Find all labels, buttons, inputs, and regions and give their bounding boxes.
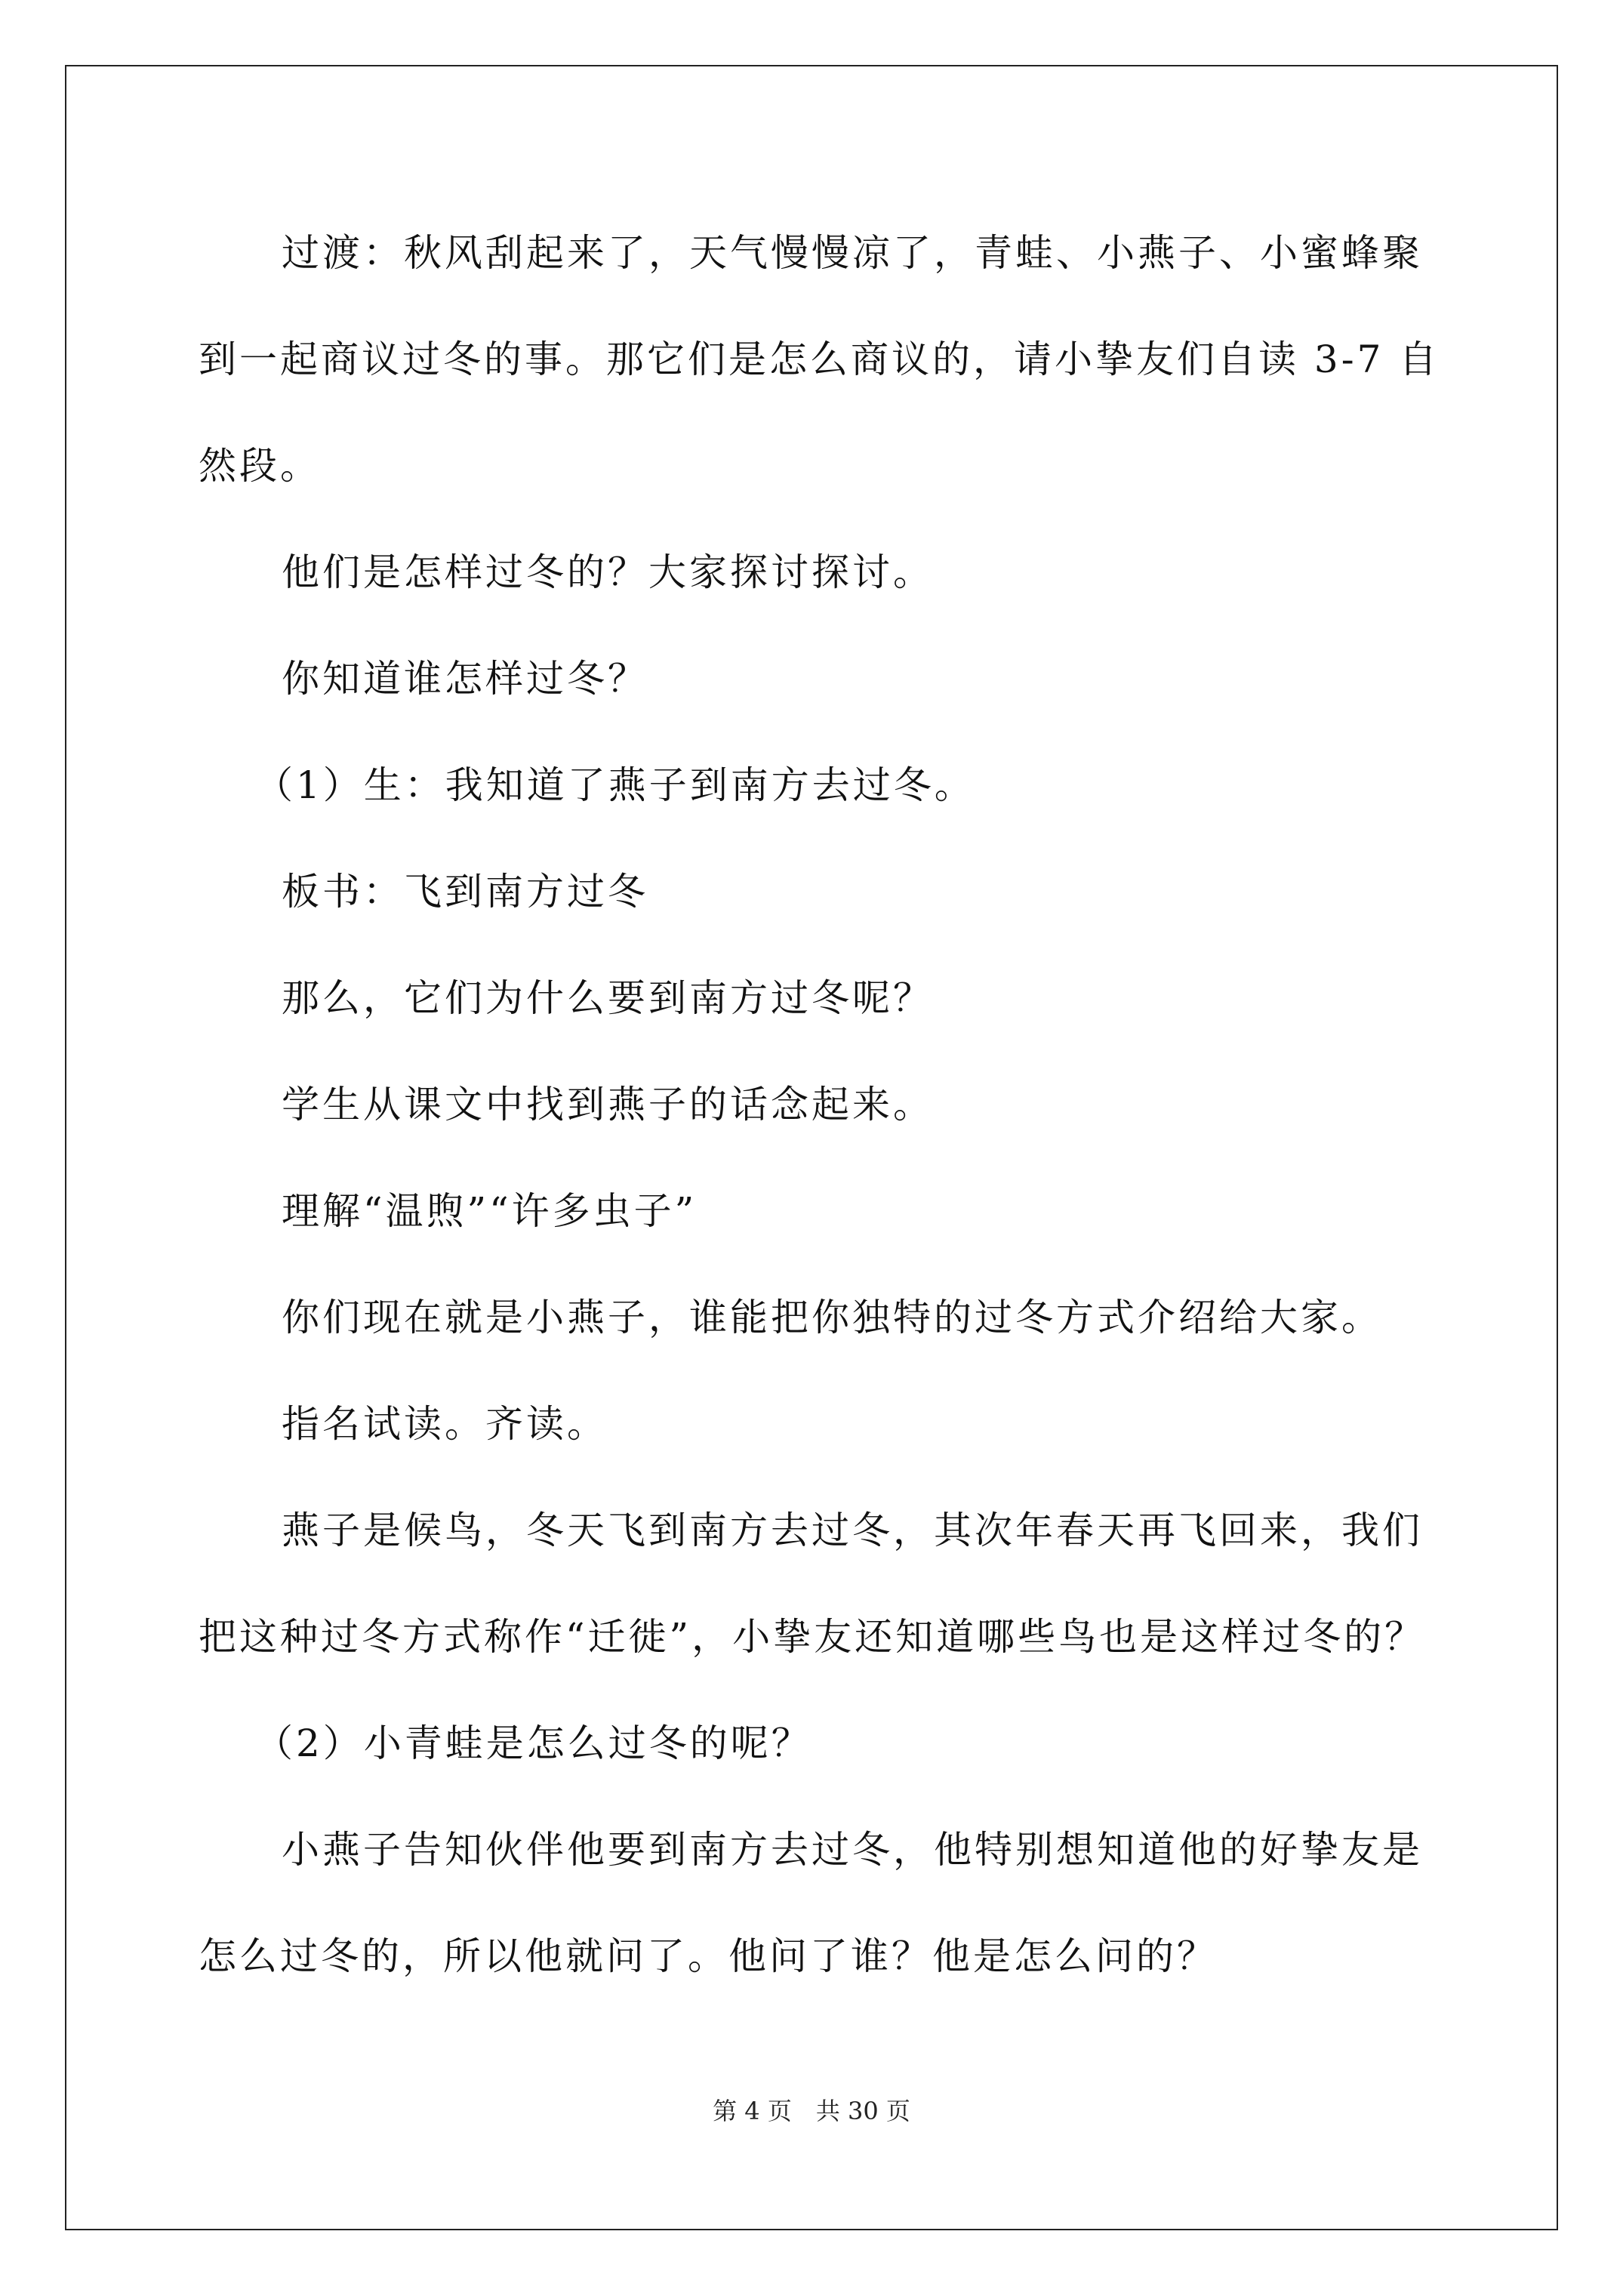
text-line: 他们是怎样过冬的？大家探讨探讨。 bbox=[282, 550, 934, 594]
text-line: 过渡：秋风刮起来了，天气慢慢凉了，青蛙、小燕子、小蜜蜂聚 bbox=[282, 231, 1423, 275]
text-line: 理解“温煦”“许多虫子” bbox=[282, 1189, 698, 1233]
text-line: 那么，它们为什么要到南方过冬呢？ bbox=[282, 976, 934, 1020]
text-line: 到一起商议过冬的事。那它们是怎么商议的，请小挚友们自读 3-7 自 bbox=[199, 337, 1440, 381]
page-border bbox=[65, 65, 1558, 2230]
text-line: 指名试读。齐读。 bbox=[282, 1402, 608, 1446]
text-line: 然段。 bbox=[199, 444, 321, 488]
text-line: 把这种过冬方式称作“迁徙”，小挚友还知道哪些鸟也是这样过冬的？ bbox=[199, 1615, 1426, 1659]
text-line: 你知道谁怎样过冬？ bbox=[282, 657, 648, 701]
text-line: 小燕子告知伙伴他要到南方去过冬，他特别想知道他的好挚友是 bbox=[282, 1828, 1423, 1872]
text-line: 学生从课文中找到燕子的话念起来。 bbox=[282, 1083, 934, 1126]
text-line: （1）生：我知道了燕子到南方去过冬。 bbox=[255, 763, 975, 807]
text-line: 板书：飞到南方过冬 bbox=[282, 870, 648, 914]
page-number-footer: 第 4 页 共 30 页 bbox=[713, 2097, 910, 2125]
text-line: 燕子是候鸟，冬天飞到南方去过冬，其次年春天再飞回来，我们 bbox=[282, 1509, 1423, 1552]
text-line: （2）小青蛙是怎么过冬的呢？ bbox=[255, 1721, 812, 1765]
text-line: 怎么过冬的，所以他就问了。他问了谁？他是怎么问的？ bbox=[199, 1934, 1218, 1978]
text-line: 你们现在就是小燕子，谁能把你独特的过冬方式介绍给大家。 bbox=[282, 1296, 1382, 1339]
